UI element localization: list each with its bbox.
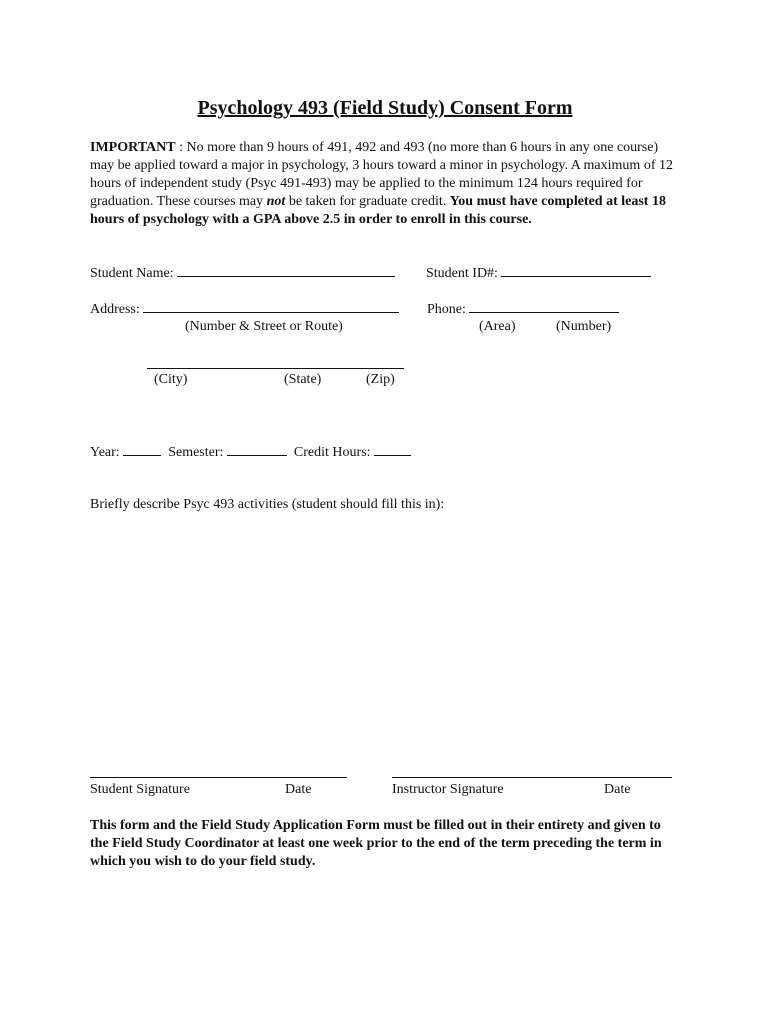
instructor-signature-label: Instructor Signature <box>392 782 504 797</box>
phone-label: Phone: <box>427 302 466 317</box>
address-street-hint: (Number & Street or Route) <box>185 319 343 334</box>
instructor-date-label: Date <box>604 782 631 797</box>
semester-label: Semester: <box>168 445 224 460</box>
important-text-1: : No more than 9 hours of 491, 492 and 493 (no more than 6 hours in any one course) may be applied toward a major in psychology, 3 hours toward a minor in psychology. A maximum of 12 hours of independent study (Psyc 491-493) may be applied to the minimum 124 hours required for graduation. These courses may <box>90 140 673 209</box>
semester-field[interactable] <box>227 443 287 456</box>
year-semester-row <box>90 443 411 462</box>
year-field[interactable] <box>123 443 161 456</box>
student-name-field[interactable] <box>177 264 395 277</box>
student-name-label: Student Name: <box>90 266 174 281</box>
credit-hours-field[interactable] <box>374 443 411 456</box>
student-signature-label: Student Signature <box>90 782 190 797</box>
submission-instructions: This form and the Field Study Application Form must be filled out in their entirety and given to the Field Study Coordinator at least one week prior to the end of the term preceding the term in which you wish to do your field study. <box>90 818 662 869</box>
student-date-label: Date <box>285 782 312 797</box>
zip-hint: (Zip) <box>366 372 395 387</box>
student-id-row <box>426 264 651 283</box>
address-row <box>90 300 399 319</box>
page-title: Psychology 493 (Field Study) Consent Form <box>197 97 573 119</box>
address-street-field[interactable] <box>143 300 399 313</box>
describe-label: Briefly describe Psyc 493 activities (student should fill this in): <box>90 497 445 512</box>
phone-area-hint: (Area) <box>479 319 516 334</box>
student-id-label: Student ID#: <box>426 266 498 281</box>
address-label: Address: <box>90 302 140 317</box>
year-label: Year: <box>90 445 120 460</box>
important-emphasis: not <box>266 194 286 209</box>
instructor-signature-line[interactable] <box>392 777 672 778</box>
city-state-zip-field[interactable] <box>147 368 404 369</box>
important-text-2: be taken for graduate credit. <box>285 194 450 209</box>
state-hint: (State) <box>284 372 322 387</box>
credit-hours-label: Credit Hours: <box>293 445 371 460</box>
phone-field[interactable] <box>469 300 619 313</box>
student-id-field[interactable] <box>501 264 651 277</box>
city-hint: (City) <box>154 372 188 387</box>
student-name-row <box>90 264 395 283</box>
activities-description-area[interactable] <box>90 520 680 760</box>
important-notice <box>90 139 680 229</box>
student-signature-line[interactable] <box>90 777 347 778</box>
phone-row <box>427 300 619 319</box>
important-lead: IMPORTANT <box>90 140 176 155</box>
important-requirement: You must have completed at least 18 hours of psychology with a GPA above 2.5 in order to enroll in this course. <box>90 194 666 227</box>
phone-number-hint: (Number) <box>556 319 612 334</box>
